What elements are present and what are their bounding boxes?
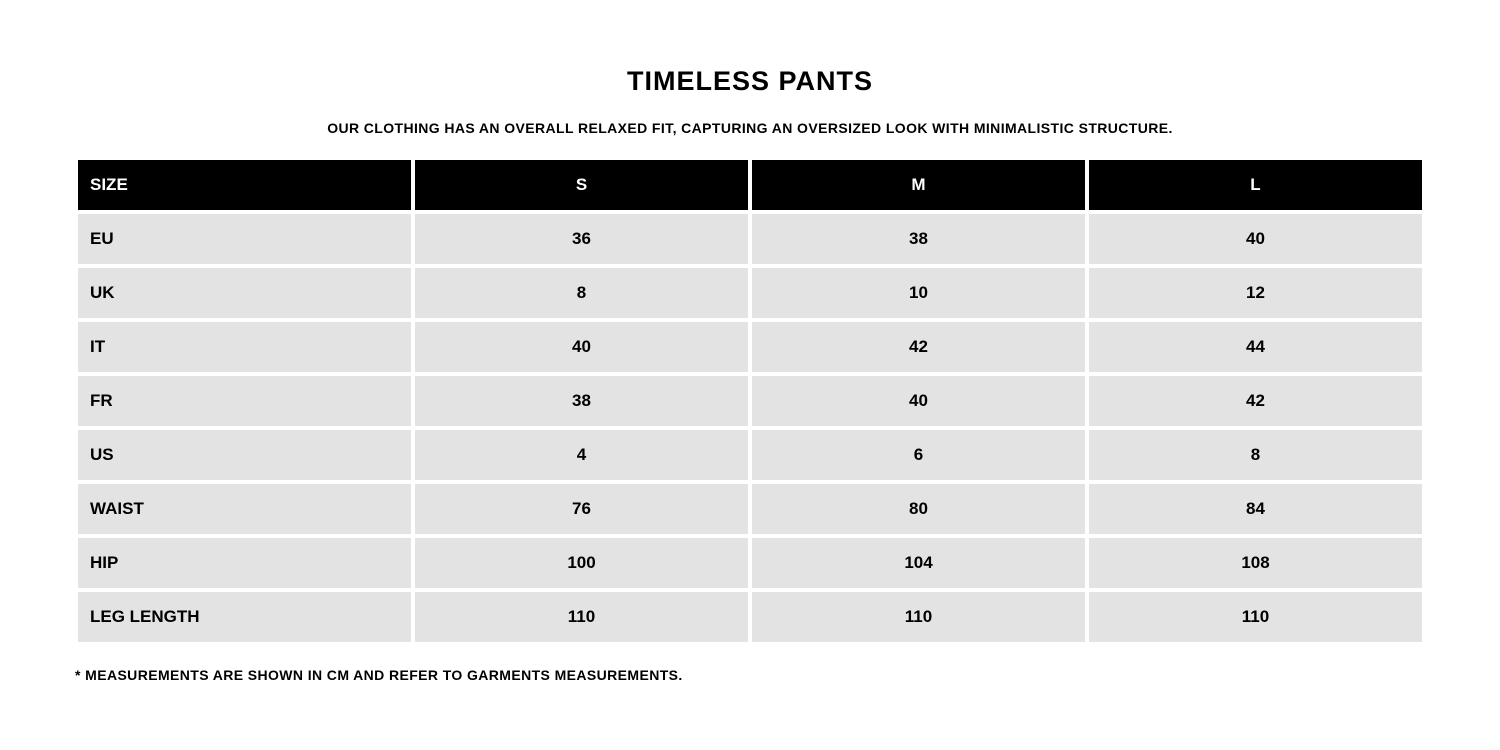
row-label: EU xyxy=(78,214,411,264)
table-row-it xyxy=(78,322,1422,372)
size-chart-body xyxy=(78,214,1422,642)
cell-l: 42 xyxy=(1089,376,1422,426)
header-cell-s: S xyxy=(415,160,748,210)
cell-l: 110 xyxy=(1089,592,1422,642)
cell-l: 84 xyxy=(1089,484,1422,534)
cell-m: 80 xyxy=(752,484,1085,534)
cell-l: 40 xyxy=(1089,214,1422,264)
header-cell-size: SIZE xyxy=(78,160,411,210)
size-chart-header xyxy=(78,160,1422,210)
measurement-footnote: * MEASUREMENTS ARE SHOWN IN CM AND REFER TO GARMENTS MEASUREMENTS. xyxy=(75,667,683,683)
cell-s: 38 xyxy=(415,376,748,426)
cell-l: 8 xyxy=(1089,430,1422,480)
cell-s: 4 xyxy=(415,430,748,480)
table-row-leg-length xyxy=(78,592,1422,642)
cell-m: 38 xyxy=(752,214,1085,264)
cell-m: 40 xyxy=(752,376,1085,426)
table-row-eu xyxy=(78,214,1422,264)
cell-s: 76 xyxy=(415,484,748,534)
table-row-hip xyxy=(78,538,1422,588)
cell-l: 108 xyxy=(1089,538,1422,588)
row-label: HIP xyxy=(78,538,411,588)
table-row-fr xyxy=(78,376,1422,426)
table-row-us xyxy=(78,430,1422,480)
row-label: US xyxy=(78,430,411,480)
page-title: TIMELESS PANTS xyxy=(626,66,874,96)
cell-s: 36 xyxy=(415,214,748,264)
table-row-waist xyxy=(78,484,1422,534)
cell-m: 104 xyxy=(752,538,1085,588)
size-chart-table xyxy=(74,156,1426,646)
row-label: WAIST xyxy=(78,484,411,534)
cell-m: 6 xyxy=(752,430,1085,480)
table-row-uk xyxy=(78,268,1422,318)
cell-l: 44 xyxy=(1089,322,1422,372)
row-label: UK xyxy=(78,268,411,318)
row-label: LEG LENGTH xyxy=(78,592,411,642)
header-cell-l: L xyxy=(1089,160,1422,210)
cell-l: 12 xyxy=(1089,268,1422,318)
row-label: IT xyxy=(78,322,411,372)
header-row xyxy=(78,160,1422,210)
cell-m: 42 xyxy=(752,322,1085,372)
cell-s: 110 xyxy=(415,592,748,642)
cell-m: 10 xyxy=(752,268,1085,318)
page-subtitle: OUR CLOTHING HAS AN OVERALL RELAXED FIT, CAPTURING AN OVERSIZED LOOK WITH MINIMALISTIC STRUCTURE. xyxy=(327,120,1173,136)
cell-s: 8 xyxy=(415,268,748,318)
cell-s: 100 xyxy=(415,538,748,588)
header-cell-m: M xyxy=(752,160,1085,210)
row-label: FR xyxy=(78,376,411,426)
cell-s: 40 xyxy=(415,322,748,372)
cell-m: 110 xyxy=(752,592,1085,642)
